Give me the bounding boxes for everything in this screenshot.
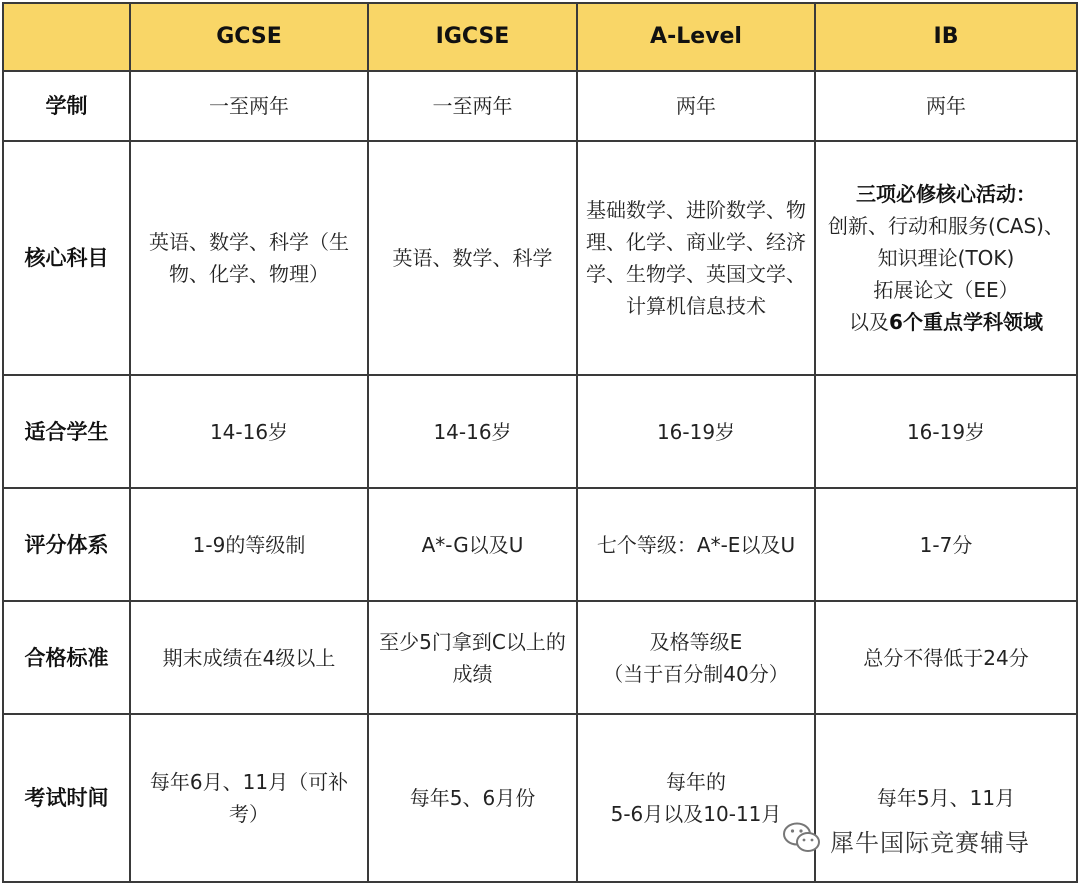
row-label: 核心科目 (3, 141, 130, 375)
table-row (3, 488, 1077, 601)
row-label: 合格标准 (3, 601, 130, 714)
watermark-text: 犀牛国际竞赛辅导 (830, 828, 1030, 857)
header-alevel: A-Level (577, 3, 815, 71)
row-label: 适合学生 (3, 375, 130, 488)
ib-core-emphasis: 6个重点学科领域 (889, 310, 1043, 334)
ib-core-line: 创新、行动和服务(CAS)、 (828, 214, 1064, 238)
ib-core-cell (815, 141, 1077, 375)
ib-core-line: 知识理论(TOK) (877, 246, 1015, 270)
table-cell: 每年6月、11月（可补考） (130, 714, 368, 882)
cell-line: 及格等级E (649, 629, 743, 654)
table-cell: 16-19岁 (815, 375, 1077, 488)
ib-core-line (824, 306, 1068, 338)
table-row (3, 71, 1077, 141)
table-row (3, 601, 1077, 714)
table-cell: 总分不得低于24分 (815, 601, 1077, 714)
header-corner (3, 3, 130, 71)
header-gcse: GCSE (130, 3, 368, 71)
table-cell: 1-9的等级制 (130, 488, 368, 601)
cell-line: 每年的 (666, 770, 726, 794)
table-cell: 两年 (577, 71, 815, 141)
cell-line: 5-6月以及10-11月 (610, 802, 782, 826)
row-label: 评分体系 (3, 488, 130, 601)
table-cell: 英语、数学、科学 (368, 141, 577, 375)
watermark (782, 820, 1052, 860)
ib-core-prefix: 以及 (849, 310, 890, 334)
ib-core-line: 三项必修核心活动： (856, 182, 1036, 206)
table-cell: 期末成绩在4级以上 (130, 601, 368, 714)
cell-line: （当于百分制40分） (603, 661, 789, 686)
table-cell: 两年 (815, 71, 1077, 141)
table-cell: 1-7分 (815, 488, 1077, 601)
header-row (3, 3, 1077, 71)
table-row (3, 375, 1077, 488)
row-label: 考试时间 (3, 714, 130, 882)
row-label: 学制 (3, 71, 130, 141)
table-cell: 16-19岁 (577, 375, 815, 488)
table-cell: 一至两年 (130, 71, 368, 141)
wechat-icon (782, 821, 822, 859)
table-cell: 14-16岁 (368, 375, 577, 488)
table-cell: 14-16岁 (130, 375, 368, 488)
table-cell (577, 601, 815, 714)
header-igcse: IGCSE (368, 3, 577, 71)
curriculum-comparison-table (2, 2, 1078, 883)
table-cell: 一至两年 (368, 71, 577, 141)
table-cell: 英语、数学、科学（生物、化学、物理） (130, 141, 368, 375)
table-cell: 七个等级：A*-E以及U (577, 488, 815, 601)
table-cell: 每年5、6月份 (368, 714, 577, 882)
table-cell: A*-G以及U (368, 488, 577, 601)
ib-core-line: 拓展论文（EE） (873, 278, 1019, 302)
table-cell: 基础数学、进阶数学、物理、化学、商业学、经济学、生物学、英国文学、计算机信息技术 (577, 141, 815, 375)
table-cell (577, 714, 815, 882)
table-row (3, 141, 1077, 375)
table-cell: 每年5月、11月 (815, 714, 1077, 882)
header-ib: IB (815, 3, 1077, 71)
table-cell: 至少5门拿到C以上的成绩 (368, 601, 577, 714)
